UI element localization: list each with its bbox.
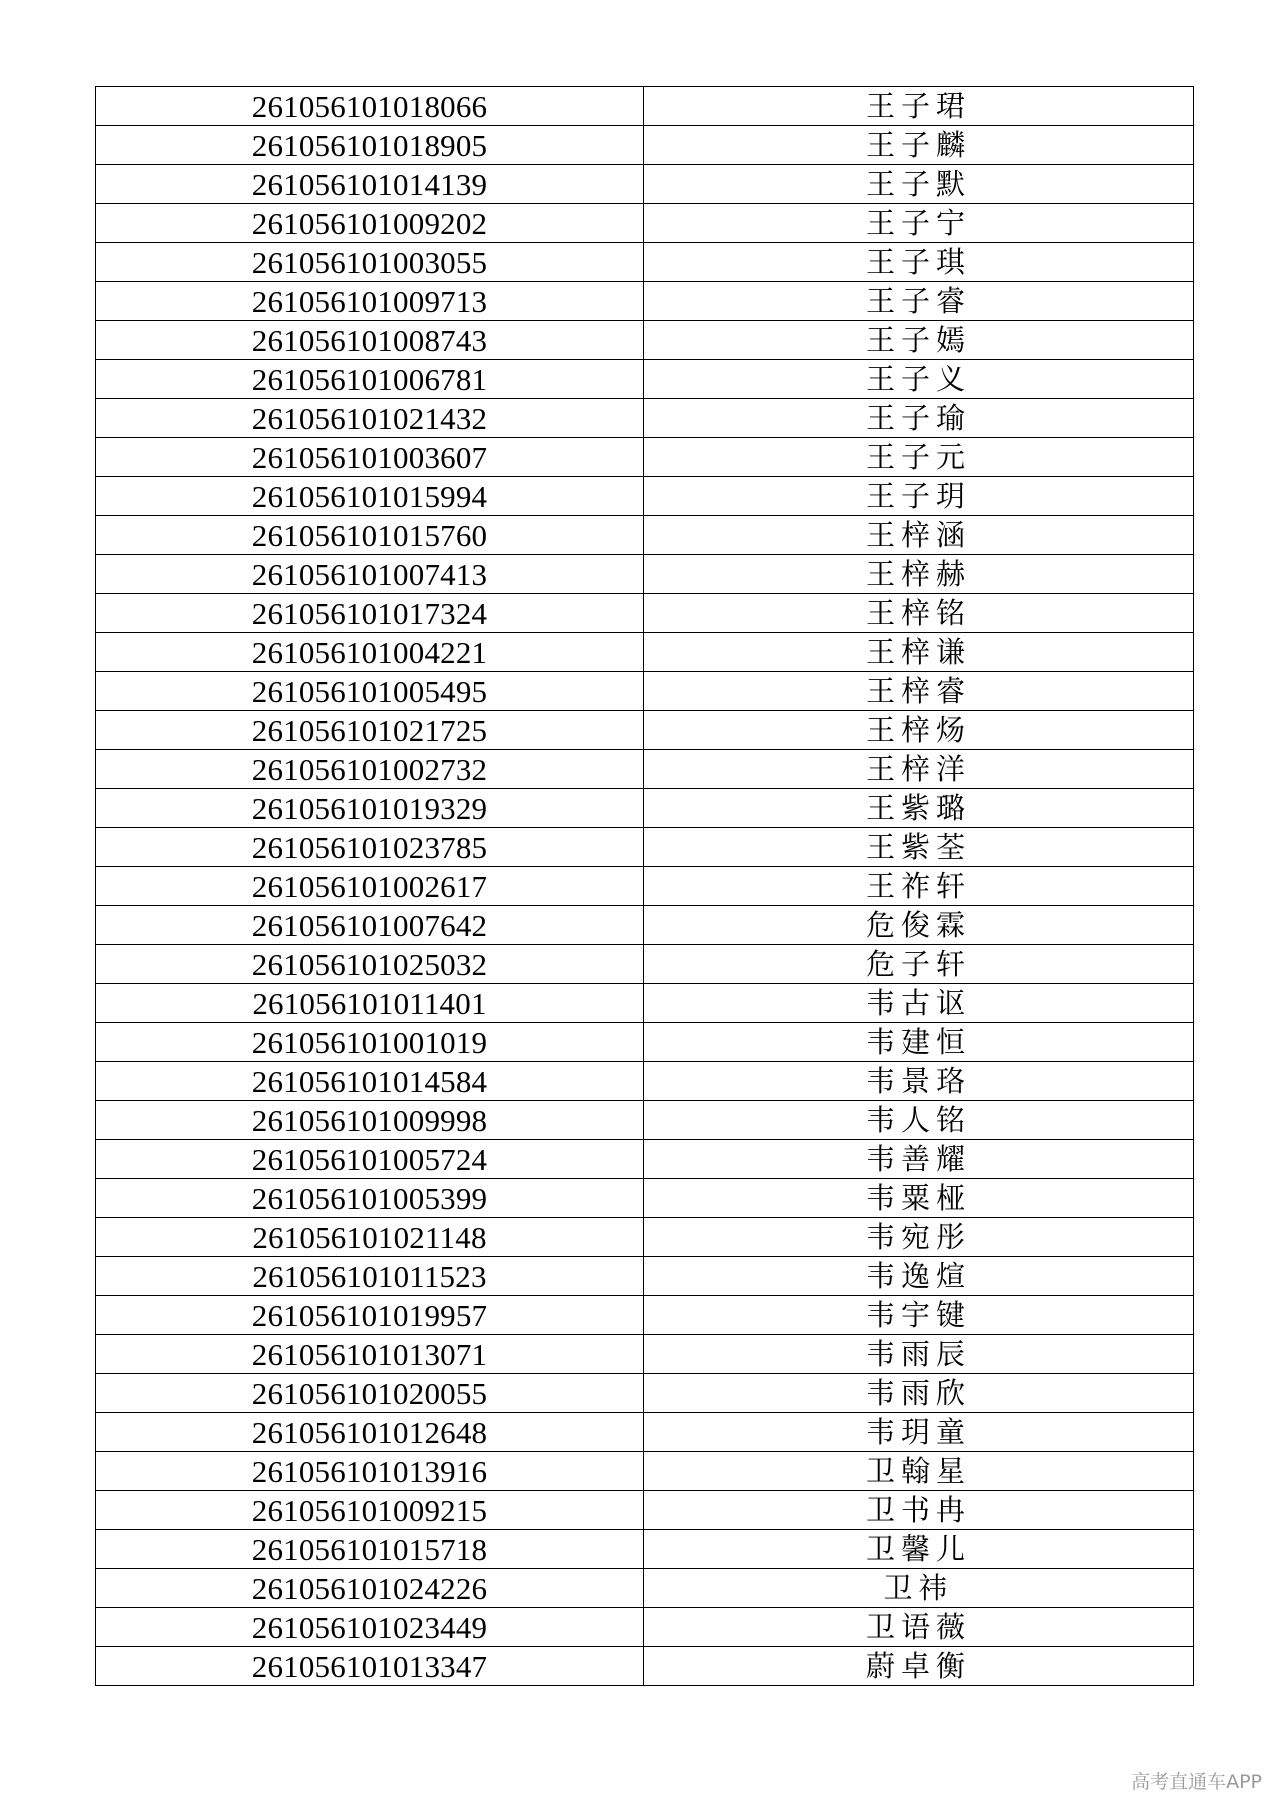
candidate-id-cell: 261056101009998 [96,1101,644,1140]
table-row [96,555,1194,594]
candidate-name-cell: 王子宁 [644,204,1194,243]
candidate-id-cell: 261056101013347 [96,1647,644,1686]
table-row [96,1140,1194,1179]
table-row [96,1179,1194,1218]
candidate-id-cell: 261056101024226 [96,1569,644,1608]
watermark: 高考直通车APP [1131,1771,1262,1793]
candidate-name-cell: 王梓睿 [644,672,1194,711]
candidate-name-cell: 王紫璐 [644,789,1194,828]
table-row [96,1062,1194,1101]
table-row [96,438,1194,477]
table-row [96,906,1194,945]
table-row [96,126,1194,165]
candidate-id-cell: 261056101009215 [96,1491,644,1530]
candidate-id-cell: 261056101002732 [96,750,644,789]
table-row [96,282,1194,321]
candidate-id-cell: 261056101015994 [96,477,644,516]
candidate-id-cell: 261056101014139 [96,165,644,204]
table-row [96,672,1194,711]
table-row [96,243,1194,282]
candidate-id-cell: 261056101009713 [96,282,644,321]
table-row [96,945,1194,984]
candidate-id-cell: 261056101001019 [96,1023,644,1062]
table-row [96,789,1194,828]
table-row [96,1608,1194,1647]
candidate-id-cell: 261056101014584 [96,1062,644,1101]
candidate-id-cell: 261056101020055 [96,1374,644,1413]
table-row [96,87,1194,126]
candidate-name-cell: 王梓铭 [644,594,1194,633]
candidate-name-cell: 卫翰星 [644,1452,1194,1491]
candidate-name-cell: 王祚轩 [644,867,1194,906]
table-row [96,516,1194,555]
candidate-id-cell: 261056101021148 [96,1218,644,1257]
candidate-id-cell: 261056101004221 [96,633,644,672]
candidate-name-cell: 危子轩 [644,945,1194,984]
candidate-id-cell: 261056101008743 [96,321,644,360]
candidate-name-cell: 卫馨儿 [644,1530,1194,1569]
candidate-id-cell: 261056101018905 [96,126,644,165]
candidate-name-cell: 韦古讴 [644,984,1194,1023]
candidate-name-cell: 王紫荃 [644,828,1194,867]
candidate-id-cell: 261056101005495 [96,672,644,711]
candidate-name-cell: 韦粟桠 [644,1179,1194,1218]
candidate-id-cell: 261056101023449 [96,1608,644,1647]
table-row [96,1101,1194,1140]
candidate-id-cell: 261056101015760 [96,516,644,555]
table-row [96,828,1194,867]
roster-table-body [96,87,1194,1686]
table-row [96,321,1194,360]
candidate-name-cell: 王子嫣 [644,321,1194,360]
candidate-id-cell: 261056101011401 [96,984,644,1023]
candidate-name-cell: 王梓涵 [644,516,1194,555]
candidate-name-cell: 韦玥童 [644,1413,1194,1452]
table-row [96,1023,1194,1062]
table-row [96,750,1194,789]
table-row [96,867,1194,906]
candidate-id-cell: 261056101017324 [96,594,644,633]
candidate-id-cell: 261056101009202 [96,204,644,243]
table-row [96,1530,1194,1569]
candidate-name-cell: 王子默 [644,165,1194,204]
candidate-name-cell: 王梓洋 [644,750,1194,789]
table-row [96,984,1194,1023]
candidate-name-cell: 韦雨辰 [644,1335,1194,1374]
candidate-id-cell: 261056101003055 [96,243,644,282]
candidate-id-cell: 261056101019957 [96,1296,644,1335]
candidate-name-cell: 王子琪 [644,243,1194,282]
table-row [96,360,1194,399]
candidate-name-cell: 韦善耀 [644,1140,1194,1179]
table-row [96,1296,1194,1335]
candidate-id-cell: 261056101013916 [96,1452,644,1491]
candidate-name-cell: 王子义 [644,360,1194,399]
table-row [96,399,1194,438]
candidate-id-cell: 261056101006781 [96,360,644,399]
candidate-name-cell: 王梓赫 [644,555,1194,594]
candidate-name-cell: 卫书冉 [644,1491,1194,1530]
candidate-name-cell: 危俊霖 [644,906,1194,945]
table-row [96,1452,1194,1491]
table-row [96,1374,1194,1413]
candidate-name-cell: 韦宛彤 [644,1218,1194,1257]
candidate-name-cell: 韦逸煊 [644,1257,1194,1296]
candidate-id-cell: 261056101011523 [96,1257,644,1296]
candidate-id-cell: 261056101002617 [96,867,644,906]
candidate-name-cell: 卫祎 [644,1569,1194,1608]
candidate-id-cell: 261056101013071 [96,1335,644,1374]
table-row [96,1257,1194,1296]
candidate-id-cell: 261056101005724 [96,1140,644,1179]
candidate-name-cell: 王子玥 [644,477,1194,516]
candidate-id-cell: 261056101007413 [96,555,644,594]
candidate-name-cell: 韦建恒 [644,1023,1194,1062]
candidate-name-cell: 韦景珞 [644,1062,1194,1101]
table-row [96,1413,1194,1452]
candidate-name-cell: 蔚卓衡 [644,1647,1194,1686]
candidate-name-cell: 王梓谦 [644,633,1194,672]
table-row [96,1569,1194,1608]
table-row [96,1647,1194,1686]
candidate-name-cell: 韦宇键 [644,1296,1194,1335]
candidate-id-cell: 261056101012648 [96,1413,644,1452]
table-row [96,711,1194,750]
candidate-id-cell: 261056101005399 [96,1179,644,1218]
candidate-name-cell: 韦人铭 [644,1101,1194,1140]
candidate-name-cell: 王子元 [644,438,1194,477]
candidate-id-cell: 261056101015718 [96,1530,644,1569]
candidate-name-cell: 卫语薇 [644,1608,1194,1647]
table-row [96,633,1194,672]
candidate-id-cell: 261056101018066 [96,87,644,126]
candidate-id-cell: 261056101025032 [96,945,644,984]
candidate-id-cell: 261056101023785 [96,828,644,867]
candidate-id-cell: 261056101003607 [96,438,644,477]
table-row [96,165,1194,204]
table-row [96,594,1194,633]
candidate-name-cell: 王子睿 [644,282,1194,321]
table-row [96,1335,1194,1374]
candidate-id-cell: 261056101021432 [96,399,644,438]
table-row [96,1491,1194,1530]
candidate-id-cell: 261056101019329 [96,789,644,828]
candidate-name-cell: 王梓炀 [644,711,1194,750]
candidate-name-cell: 韦雨欣 [644,1374,1194,1413]
table-row [96,1218,1194,1257]
candidate-name-cell: 王子珺 [644,87,1194,126]
table-row [96,204,1194,243]
candidate-id-cell: 261056101021725 [96,711,644,750]
table-row [96,477,1194,516]
candidate-id-cell: 261056101007642 [96,906,644,945]
candidate-name-cell: 王子瑜 [644,399,1194,438]
candidate-name-cell: 王子麟 [644,126,1194,165]
roster-table [95,86,1194,1686]
